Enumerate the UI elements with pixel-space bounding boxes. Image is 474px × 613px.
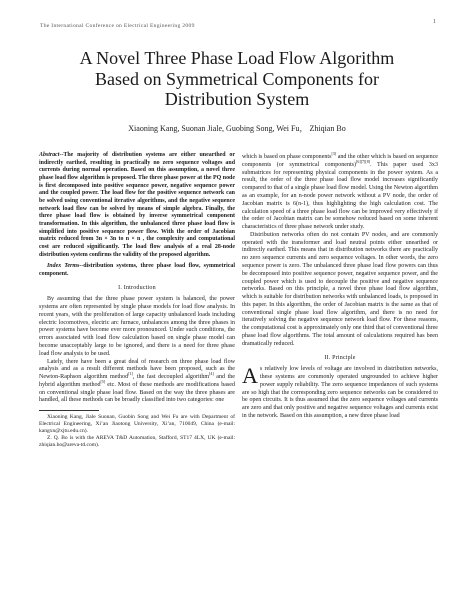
text-run: and the hybrid algorithm method	[39, 374, 235, 388]
text-run: . This paper used 3x3 submatrices for representing physical components in the power system. As a result, the order of the three phase load flow model increases significantly compared to that of a single phase load flow model. Using the Newton algorithm as an example, for an n-node power network without a PV node, the order of Jacobian matrix is 6(n-1), thus highlighting the high calculation cost. The calculation speed of a three phase load flow can be improved very effectively if the order of Jacobian matrix can be somehow reduced based on some inherent characteristics of three phase network under study.	[242, 161, 438, 231]
index-terms-text: --distribution systems, three phase load flow, symmetrical component.	[39, 263, 235, 277]
principle-text: s relatively low levels of voltage are involved in distribution networks, these systems are commonly operated ungrounded to achieve higher power supply reliability. The zero sequence impedances of such systems are so high that the corresponding zero sequence networks can be considered to be open circuits. It is thus assumed that the zero sequence voltages and currents are zero and that only positive and negative sequence voltages and currents exist in the network. Based on this assumption, a new three phase load	[242, 366, 438, 420]
paper-title	[30, 48, 444, 110]
index-terms	[39, 263, 235, 278]
author-list: Xiaoning Kang, Suonan Jiale, Guobing Song, Wei Fu， Zhiqian Bo	[128, 124, 346, 133]
page-number: 1	[433, 19, 436, 25]
section-heading-introduction: I. Introduction	[118, 284, 156, 291]
section-heading-principle: II. Principle	[324, 354, 356, 361]
text-run: Lately, there have been a great deal of research on three phase load flow analysis and as a result different methods have been proposed, such as the Newton-Raphson algorithm method	[39, 358, 235, 381]
text-run: , the fast decoupled algorithm	[132, 374, 210, 381]
footnote-rule	[39, 410, 99, 411]
index-terms-label: Index Terms	[47, 263, 80, 270]
title-line: A Novel Three Phase Load Flow Algorithm	[79, 48, 395, 68]
abstract-label: Abstract	[39, 152, 60, 158]
intro-paragraph: By assuming that the three phase power system is balanced, the power systems are often represented by single phase models for load flow analysis. In recent years, with the proliferation of large capacity unbalanced loads including electric locomotives, electric arc furnace, unbalances among the three phases in power systems have become ever more pronounced. Under such conditions, the errors associated with load flow calculation based on single phase model can become unacceptably large to be ignored, and there is a need for three phase load flow analysis to be used.	[39, 296, 235, 357]
text-run: etc. Most of these methods are modifications based on conventional single phase load flow. Based on the way the three phases are handled, all these methods can be broadly classified into two categories: one	[39, 381, 235, 404]
footnote: Z. Q. Bo is with the AREVA T&D Automation, Stafford, ST17 4LX, UK (e-mail: zhiqian.bo@areva-td.com).	[39, 434, 235, 448]
abstract	[39, 152, 235, 259]
principle-paragraph	[242, 363, 438, 420]
citation: [5]	[100, 378, 106, 384]
intro-paragraph	[39, 359, 235, 406]
body-paragraph	[242, 151, 438, 232]
citation: [3]	[331, 151, 337, 156]
running-head: The International Conference on Electrical Engineering 2009	[40, 23, 195, 29]
left-column	[39, 152, 235, 449]
citation: [4]	[209, 371, 214, 377]
text-run: which is based on phase components	[242, 154, 332, 161]
drop-cap: A	[242, 363, 258, 389]
body-paragraph: Distribution networks often do not contain PV nodes, and are commonly operated with the transformer and load neutral points either unearthed or indirectly earthed. This means that in distribution networks there are practically no zero sequence currents and zero sequence voltages. In other words, the zero sequence power is zero. The unbalanced three phase load flow powers can thus be decomposed into positive sequence power, negative sequence power, and the coupled power which is used to decouple the positive and negative sequence networks. Based on this principle, a novel three phase load flow algorithm, which is suitable for distribution networks with unbalanced loads, is proposed in this paper. In this algorithm, the order of Jacobian matrix is the same as that of conventional single phase load flow algorithm, and there is no need for iteratively solving the negative sequence network load flow. For these reasons, the computational cost is approximately only one third that of conventional three phase load flow algorithms. The total amount of calculations required has been dramatically reduced.	[242, 231, 438, 347]
title-line: Based on Symmetrical Components for	[95, 68, 379, 89]
citation: [6][7][8]	[356, 158, 371, 164]
abstract-text: --The majority of distribution systems are either unearthed or indirectly earthed, resulting in practically no zero sequence voltages and currents during normal operation. Based on this assumption, a novel three phase load flow algorithm is proposed. The three phase power at the PQ node is first decomposed into positive sequence power, negative sequence power and the coupled power. The load flow for the positive sequence network can be solved using conventional iterative algorithms, and the negative sequence network load flow can be solved by means of simple algebra. Finally, the three phase load flow is obtained by inverse symmetrical component transformation. In this algorithm, the unbalanced three phase load flow is simplified into positive sequence power flow. With the order of Jacobian matrix reduced from 3n × 3n to n × n , the complexity and computational cost are reduced significantly. The load flow analysis of a real 28-node distribution system confirms the validity of the proposed algorithm.	[39, 152, 235, 258]
title-line: Distribution System	[164, 89, 310, 109]
right-column	[242, 151, 438, 421]
text-run: and the other which is based on sequence components (or symmetrical components)	[242, 154, 438, 168]
footnote: Xiaoning Kang, Jiale Suonan, Guobin Song and Wei Fu are with Department of Electrical Engineering, Xi’an Jiaotong University, Xi’an, 710049, China (e-mail: kangxn@xjtu.edu.cn).	[39, 414, 235, 435]
citation: [1]	[128, 371, 133, 377]
